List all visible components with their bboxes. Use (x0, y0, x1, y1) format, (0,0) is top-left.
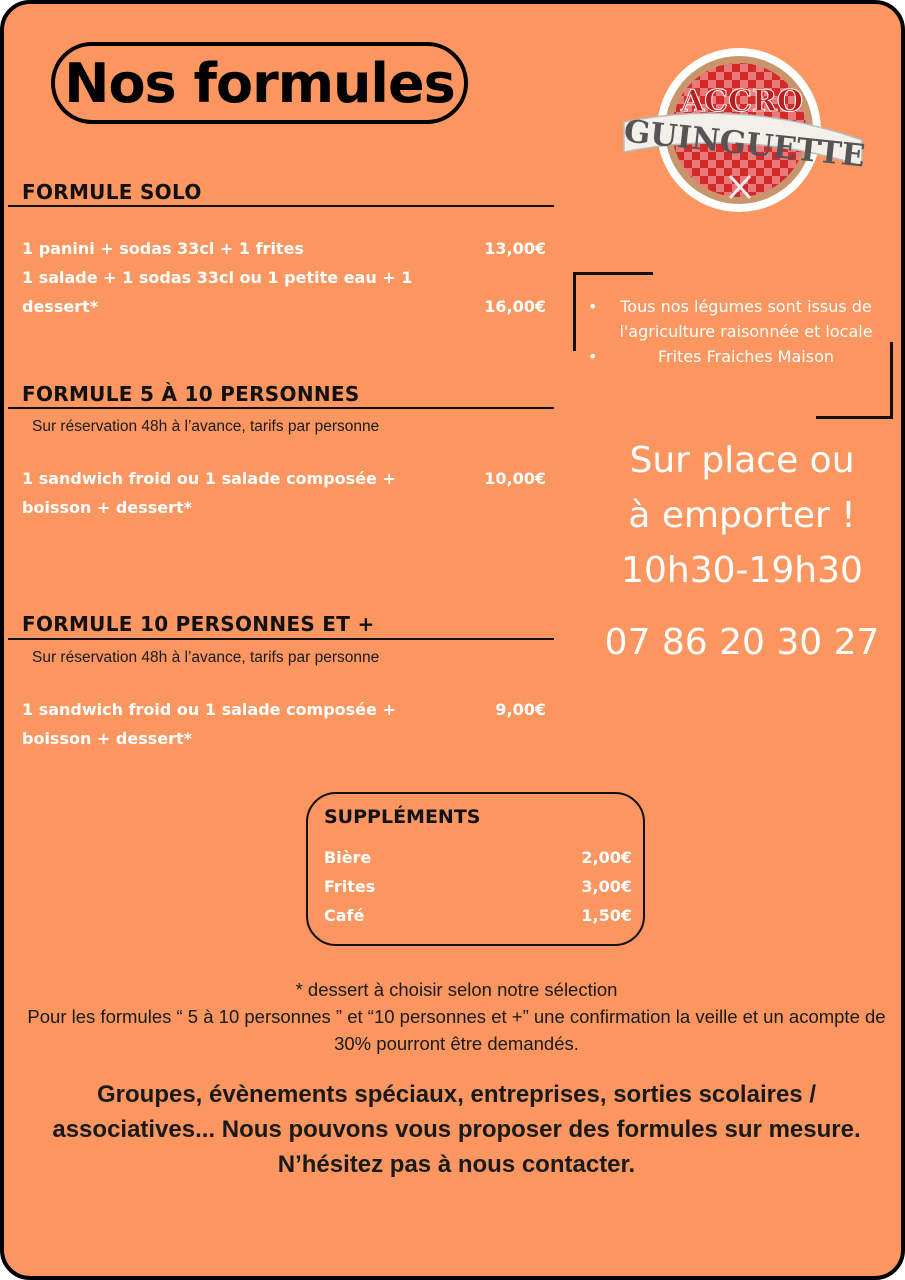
footnote-confirmation: Pour les formules “ 5 à 10 personnes ” et “10 personnes et +” une confirmation la veille et un acompte de 30% pourront être demandés. (27, 1006, 886, 1054)
section-divider (8, 407, 554, 409)
item-text: 1 salade + 1 sodas 33cl ou 1 petite eau + 1 dessert* (22, 268, 413, 316)
formule-5-10-item-1 (22, 464, 546, 522)
supplement-name: Frites (324, 877, 376, 896)
page-title: Nos formules (64, 51, 455, 115)
phone-number: 07 86 20 30 27 (604, 622, 880, 663)
item-text: 1 panini + sodas 33cl + 1 frites (22, 239, 304, 258)
footnote-dessert: * dessert à choisir selon notre sélection (295, 979, 618, 1000)
item-text: 1 sandwich froid ou 1 salade composée + boisson + dessert* (22, 700, 396, 748)
closing-message (44, 1077, 869, 1182)
item-price: 10,00€ (484, 469, 546, 488)
formule-5-10-title: FORMULE 5 À 10 PERSONNES (22, 382, 360, 406)
supplement-price: 1,50€ (581, 906, 632, 925)
emporter-line: à emporter ! (628, 495, 856, 536)
logo-text-accro: ACCRO (680, 84, 804, 119)
section-divider (8, 638, 554, 640)
item-price: 9,00€ (495, 700, 546, 719)
supplements-title: SUPPLÉMENTS (324, 806, 481, 828)
supplement-name: Bière (324, 848, 372, 867)
logo-text-guinguette: GUINGUETTE (622, 113, 867, 175)
formule-5-10-note: Sur réservation 48h à l’avance, tarifs par personne (32, 418, 380, 435)
info-list (584, 294, 884, 369)
closing-contact: N’hésitez pas à nous contacter. (277, 1151, 636, 1178)
footnote (24, 976, 889, 1057)
formule-10-plus-note: Sur réservation 48h à l’avance, tarifs par personne (32, 649, 380, 666)
closing-groups: Groupes, évènements spéciaux, entreprises, sorties scolaires / associatives... Nous pouvons vous proposer des formules sur mesure. (52, 1081, 861, 1143)
formule-solo-title: FORMULE SOLO (22, 180, 202, 204)
supplement-price: 3,00€ (581, 877, 632, 896)
section-divider (8, 205, 554, 207)
formule-10-plus-title: FORMULE 10 PERSONNES ET + (22, 612, 375, 636)
formule-solo-item-1 (22, 234, 546, 263)
sur-place-line: Sur place ou (629, 440, 855, 481)
info-item: • Tous nos légumes sont issus de l'agriculture raisonnée et locale (584, 294, 884, 344)
accro-guinguette-logo (604, 48, 879, 218)
item-text: 1 sandwich froid ou 1 salade composée + boisson + dessert* (22, 469, 396, 517)
supplement-price: 2,00€ (581, 848, 632, 867)
item-price: 13,00€ (484, 239, 546, 258)
item-price: 16,00€ (484, 297, 546, 316)
supplement-row (324, 877, 632, 896)
supplement-row (324, 906, 632, 925)
page-title-box (51, 42, 468, 124)
supplements-box (306, 792, 645, 946)
formule-solo-item-2 (22, 263, 546, 321)
opening-hours: 10h30-19h30 (621, 550, 863, 591)
info-item: • Frites Fraiches Maison (584, 344, 884, 369)
supplement-row (324, 848, 632, 867)
formule-10-plus-item-1 (22, 695, 546, 753)
supplement-name: Café (324, 906, 365, 925)
